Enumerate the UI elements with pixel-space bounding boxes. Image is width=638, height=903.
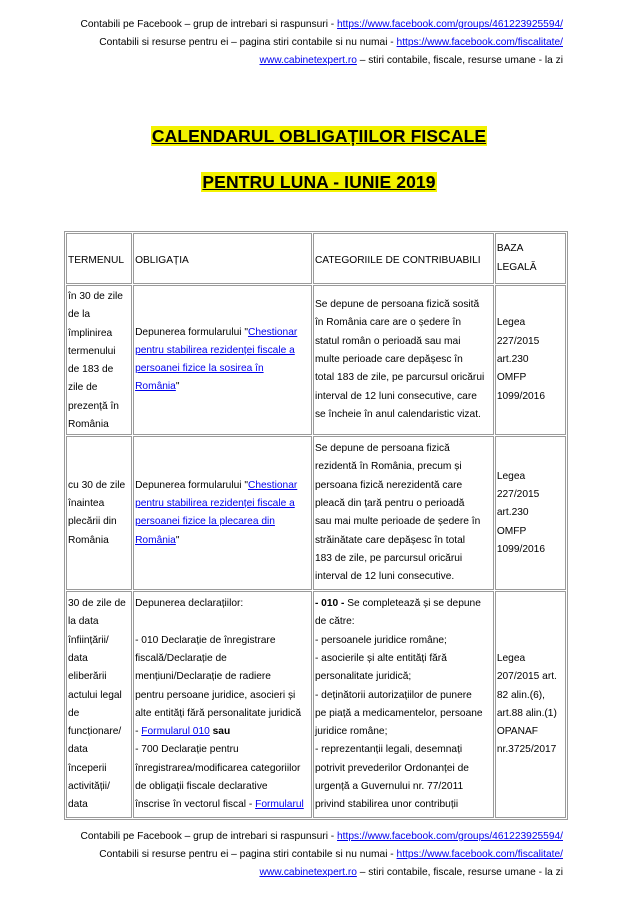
table-header-row	[66, 233, 566, 284]
row1-baza: Legea 227/2015 art.230 OMFP 1099/2016	[495, 285, 566, 435]
formular-010-link[interactable]: Formularul 010	[141, 726, 210, 738]
formular-700-link[interactable]: Formularul	[255, 799, 304, 811]
document-title: CALENDARUL OBLIGAȚIILOR FISCALE	[151, 126, 487, 146]
row1-categorii: Se depune de persoana fizică sosită în România care are o ședere în statul român o perioadă sau mai multe perioade care depășesc în total 183 de zile, pe parcursul oricărui interval de 12 luni consecutive, care se încheie în anul calendaristic vizat.	[313, 285, 494, 435]
facebook-group-link[interactable]: https://www.facebook.com/groups/461223925594/	[337, 19, 563, 30]
row1-obligatia: Depunerea formularului "Chestionar pentru stabilirea rezidenței fiscale a persoanei fizice la sosirea în România"	[133, 285, 312, 435]
chestionar-sosire-link[interactable]: Chestionar	[247, 326, 298, 338]
page-footer	[80, 828, 563, 882]
header-obligatia: OBLIGAȚIA	[133, 233, 312, 284]
fiscal-calendar-table	[64, 231, 568, 820]
chestionar-plecare-link-3[interactable]: persoanei fizice la plecarea din	[135, 516, 275, 528]
chestionar-sosire-link-3[interactable]: persoanei fizice la sosirea în	[135, 363, 264, 375]
row1-termen: în 30 de zile de la împlinirea termenului de 183 de zile de prezență în România	[66, 285, 132, 435]
table-row	[66, 436, 566, 590]
document-subtitle: PENTRU LUNA - IUNIE 2019	[202, 172, 436, 192]
header-line-2: Contabili si resurse pentru ei – pagina stiri contabile si nu numai - https://www.facebook.com/fiscalitate/	[99, 37, 563, 48]
row2-termen: cu 30 de zile înaintea plecării din România	[66, 436, 132, 590]
page-header	[80, 16, 563, 70]
cabinetexpert-link[interactable]: www.cabinetexpert.ro	[259, 55, 357, 66]
chestionar-sosire-link-2[interactable]: pentru stabilirea rezidenței fiscale a	[135, 344, 295, 356]
row3-categorii: - 010 - Se completează și se depune de către: - persoanele juridice române; - asocierile și alte entități fără personalitate juridică; - deținătorii autorizațiilor de punere pe piață a medicamentelor, persoane juridice române; - reprezentanții legali, desemnați potrivit prevederilor Ordonanței de urgență a Guvernului nr. 77/2011 privind stabilirea unor contribuții	[313, 591, 494, 818]
footer-line-2: Contabili si resurse pentru ei – pagina stiri contabile si nu numai - https://www.facebook.com/fiscalitate/	[99, 849, 563, 860]
chestionar-sosire-link-4[interactable]: România	[135, 381, 176, 393]
table-row	[66, 591, 566, 818]
row3-baza: Legea 207/2015 art. 82 alin.(6), art.88 alin.(1) OPANAF nr.3725/2017	[495, 591, 566, 818]
row3-termen: 30 de zile de la data înființării/ data eliberării actului legal de funcționare/ data începerii activității/ data	[66, 591, 132, 818]
row2-baza: Legea 227/2015 art.230 OMFP 1099/2016	[495, 436, 566, 590]
row2-obligatia: Depunerea formularului "Chestionar pentru stabilirea rezidenței fiscale a persoanei fizice la plecarea din România"	[133, 436, 312, 590]
header-termen: TERMENUL	[66, 233, 132, 284]
chestionar-plecare-link-4[interactable]: România	[135, 534, 176, 546]
cabinetexpert-link[interactable]: www.cabinetexpert.ro	[259, 867, 357, 878]
chestionar-plecare-link-2[interactable]: pentru stabilirea rezidenței fiscale a	[135, 498, 295, 510]
facebook-page-link[interactable]: https://www.facebook.com/fiscalitate/	[396, 849, 563, 860]
header-categorii: CATEGORIILE DE CONTRIBUABILI	[313, 233, 494, 284]
chestionar-plecare-link[interactable]: Chestionar	[247, 479, 298, 491]
row3-obligatia: Depunerea declarațiilor: - 010 Declarație de înregistrare fiscală/Declarație de mențiuni/Declarație de radiere pentru persoane juridice, asocieri și alte entități fără personalitate juridică - Formularul 010 sau - 700 Declarație pentru înregistrarea/modificarea categoriilor de obligații fiscale declarative înscrise în vectorul fiscal - Formularul	[133, 591, 312, 818]
header-line-1: Contabili pe Facebook – grup de intrebari si raspunsuri - https://www.facebook.com/groups/461223925594/	[80, 19, 563, 30]
table-row	[66, 285, 566, 435]
row2-categorii: Se depune de persoana fizică rezidentă în România, precum și persoana fizică nerezidentă care pleacă din țară pentru o perioadă sau mai multe perioade de ședere în străinătate care depășesc în total 183 de zile, pe parcursul oricărui interval de 12 luni consecutive.	[313, 436, 494, 590]
header-baza-legala: BAZA LEGALĂ	[495, 233, 566, 284]
facebook-page-link[interactable]: https://www.facebook.com/fiscalitate/	[396, 37, 563, 48]
facebook-group-link[interactable]: https://www.facebook.com/groups/461223925594/	[337, 831, 563, 842]
footer-line-3: www.cabinetexpert.ro – stiri contabile, fiscale, resurse umane - la zi	[259, 867, 563, 878]
footer-line-1: Contabili pe Facebook – grup de intrebari si raspunsuri - https://www.facebook.com/groups/461223925594/	[80, 831, 563, 842]
header-line-3: www.cabinetexpert.ro – stiri contabile, fiscale, resurse umane - la zi	[259, 55, 563, 66]
